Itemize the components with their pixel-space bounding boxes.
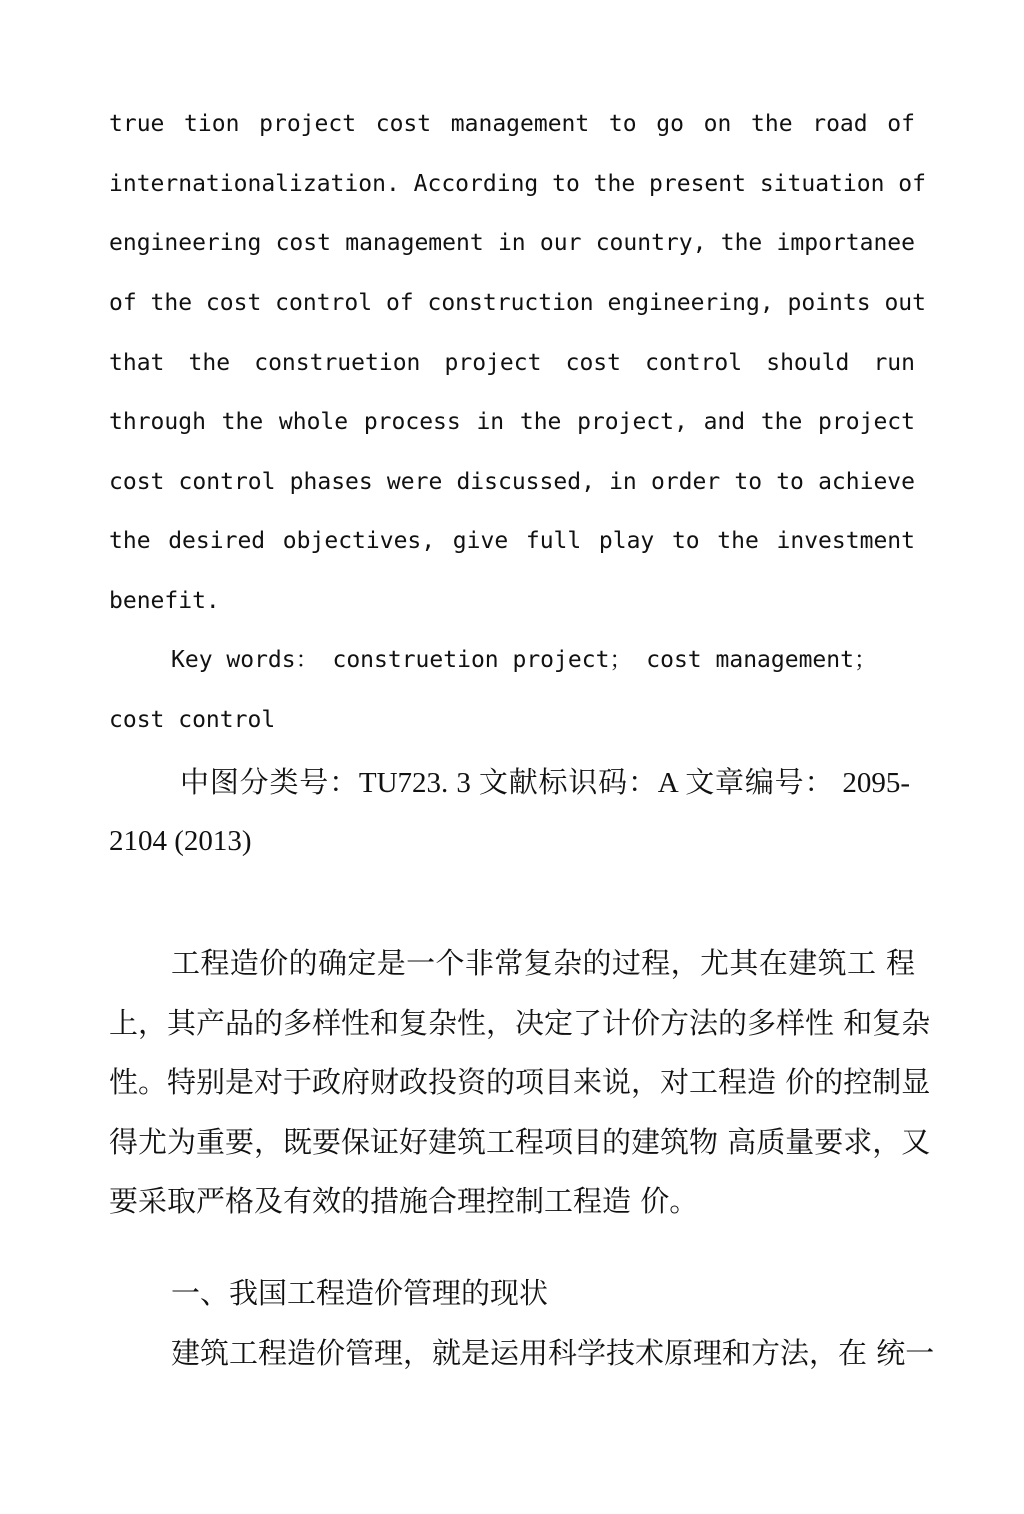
classification-line: 中图分类号：TU723. 3 文献标识码：A 文章编号： 2095- <box>180 767 910 799</box>
abstract-line: internationalization. According to the present situation of <box>109 171 926 197</box>
keywords-line: Key words： construetion project； cost management； <box>171 647 877 673</box>
abstract-line: the desired objectives, give full play to the investment <box>109 528 915 554</box>
paragraph-line: 得尤为重要，既要保证好建筑工程项目的建筑物 高质量要求，又 <box>109 1125 931 1159</box>
paragraph-line: 建筑工程造价管理，就是运用科学技术原理和方法，在 统一 <box>171 1336 935 1370</box>
paragraph-line: 要采取严格及有效的措施合理控制工程造 价。 <box>109 1184 699 1218</box>
abstract-line: through the whole process in the project, and the project <box>109 409 915 435</box>
abstract-line: cost control phases were discussed, in order to to achieve <box>109 469 915 495</box>
abstract-line: benefit. <box>109 588 220 614</box>
keywords-line: cost control <box>109 707 276 733</box>
abstract-line: true tion project cost management to go on the road of <box>109 111 915 137</box>
abstract-line: engineering cost management in our country, the importanee <box>109 230 915 256</box>
classification-line: 2104 (2013) <box>109 825 252 857</box>
paragraph-line: 上，其产品的多样性和复杂性，决定了计价方法的多样性 和复杂 <box>109 1006 931 1040</box>
paragraph-line: 性。特别是对于政府财政投资的项目来说，对工程造 价的控制显 <box>109 1065 931 1099</box>
section-heading: 一、我国工程造价管理的现状 <box>171 1276 549 1310</box>
abstract-line: of the cost control of construction engineering, points out <box>109 290 926 316</box>
abstract-line: that the construetion project cost control should run <box>109 350 915 376</box>
paragraph-line: 工程造价的确定是一个非常复杂的过程，尤其在建筑工 程 <box>171 946 915 980</box>
